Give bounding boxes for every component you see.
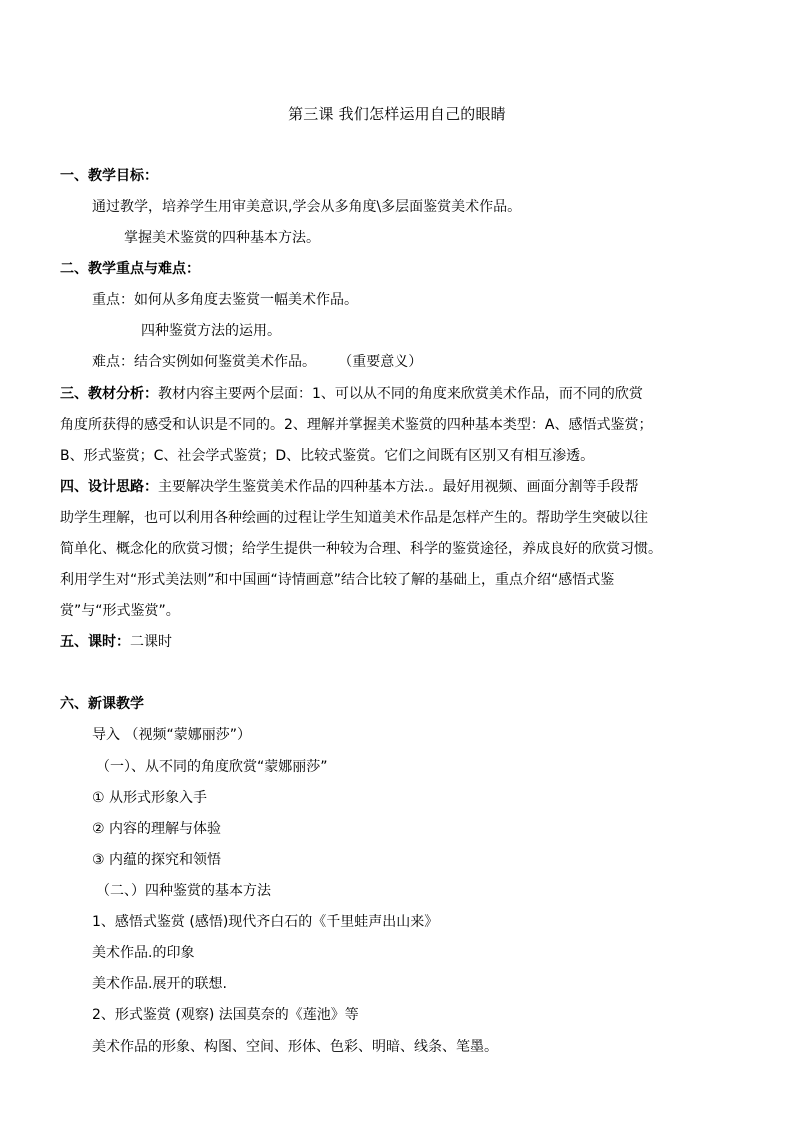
key-point-line: 重点：如何从多角度去鉴赏一幅美术作品。 [92,292,358,308]
analysis-line-2: 角度所获得的感受和认识是不同的。2、理解并掌握美术鉴赏的四种基本类型：A、感悟式鉴赏； [60,417,653,433]
lesson-list-item-3: ③ 内蕴的探究和领悟 [92,852,222,868]
lesson-method-2-detail: 美术作品的形象、构图、空间、形体、色彩、明暗、线条、笔墨。 [92,1039,498,1055]
lesson-list-item-2: ② 内容的理解与体验 [92,821,222,837]
lesson-method-1-detail-2: 美术作品.展开的联想. [92,976,227,992]
section-heading-key-points: 二、教学重点与难点： [60,261,200,277]
design-line-5: 赏”与“形式鉴赏”。 [60,603,180,619]
analysis-line-3: B、形式鉴赏；C、社会学式鉴赏；D、比较式鉴赏。它们之间既有区别又有相互渗透。 [60,448,595,464]
section-heading-analysis: 三、教材分析： [60,386,158,402]
analysis-line-1 [60,384,643,404]
lesson-method-1: 1、感悟式鉴赏 (感悟)现代齐白石的《千里蛙声出山来》 [92,914,439,930]
section-heading-objectives: 一、教学目标： [60,168,158,184]
lesson-subheading-1: （一）、从不同的角度欣赏“蒙娜丽莎” [96,759,328,775]
design-line-4: 利用学生对“形式美法则”和中国画“诗情画意”结合比较了解的基础上，重点介绍“感悟式鉴 [60,572,615,588]
difficulty-line: 难点：结合实例如何鉴赏美术作品。 （重要意义） [92,354,423,370]
analysis-text-1: 教材内容主要两个层面：1、可以从不同的角度来欣赏美术作品，而不同的欣赏 [158,386,643,402]
section-heading-design: 四、设计思路： [60,479,158,495]
section-heading-class-hours: 五、课时： [60,634,130,650]
key-point-line-2: 四种鉴赏方法的运用。 [141,323,281,339]
lesson-line-intro: 导入 （视频“蒙娜丽莎”） [92,727,251,743]
lesson-list-item-1: ① 从形式形象入手 [92,790,208,806]
class-hours-value: 二课时 [130,634,172,650]
lesson-method-1-detail-1: 美术作品.的印象 [92,945,195,961]
design-line-2: 助学生理解，也可以利用各种绘画的过程让学生知道美术作品是怎样产生的。帮助学生突破以往 [60,510,648,526]
lesson-method-2: 2、形式鉴赏 (观察) 法国莫奈的《莲池》等 [92,1007,359,1023]
section-heading-new-lesson: 六、新课教学 [60,696,144,712]
design-text-1: 主要解决学生鉴赏美术作品的四种基本方法.。最好用视频、画面分割等手段帮 [158,479,639,495]
lesson-subheading-2: （二、）四种鉴赏的基本方法 [96,883,271,899]
class-hours-line [60,632,172,652]
page-title: 第三课 我们怎样运用自己的眼睛 [288,105,506,123]
design-line-3: 简单化、概念化的欣赏习惯；给学生提供一种较为合理、科学的鉴赏途径，养成良好的欣赏习惯。 [60,541,662,557]
objectives-line-1: 通过教学，培养学生用审美意识,学会从多角度\多层面鉴赏美术作品。 [92,199,522,215]
design-line-1 [60,477,638,497]
objectives-line-2: 掌握美术鉴赏的四种基本方法。 [124,230,320,246]
